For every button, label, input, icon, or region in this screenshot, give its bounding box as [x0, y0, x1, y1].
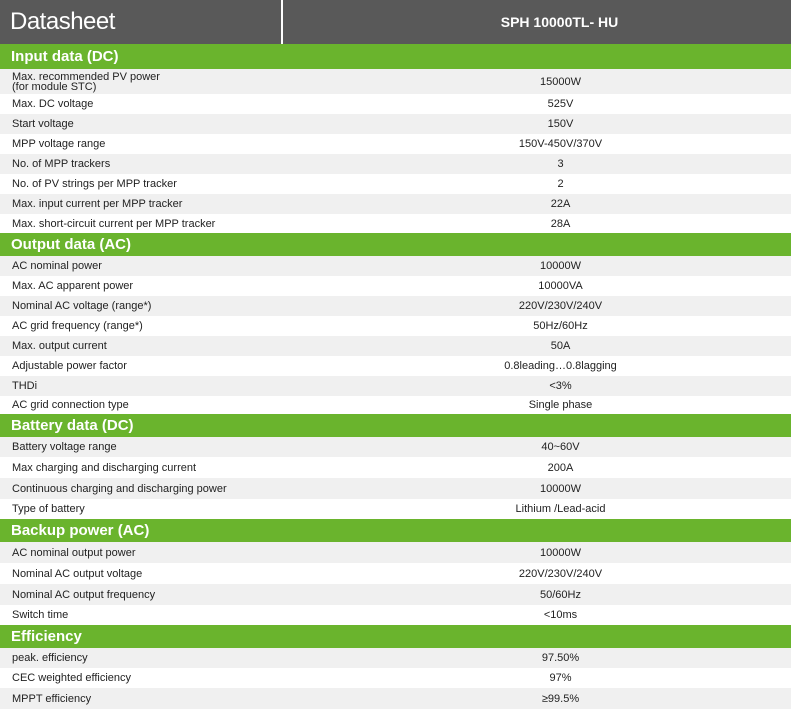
row-label-text: Max. input current per MPP tracker	[12, 198, 183, 210]
row-value: Lithium /Lead-acid	[515, 503, 606, 515]
row-value: <10ms	[543, 609, 578, 621]
row-label-text: Switch time	[12, 609, 69, 621]
row-value: 97%	[549, 672, 572, 684]
row-label-text: Max charging and discharging current	[12, 461, 197, 474]
row-label	[0, 610, 285, 620]
table-row	[0, 134, 791, 154]
row-label	[0, 99, 285, 109]
row-value: 220V/230V/240V	[518, 300, 603, 312]
row-label	[0, 361, 285, 371]
section-heading: Input data (DC)	[0, 44, 791, 69]
row-value: 3	[557, 158, 564, 170]
table-header	[0, 0, 791, 44]
row-label-text: Max. recommended PV power	[12, 70, 160, 83]
row-label	[0, 219, 285, 229]
table-row	[0, 194, 791, 214]
table-row	[0, 688, 791, 709]
table-row	[0, 437, 791, 457]
table-row	[0, 174, 791, 194]
row-label	[0, 261, 285, 271]
row-label-text: Battery voltage range	[12, 441, 117, 453]
table-row	[0, 296, 791, 316]
row-value: 50A	[550, 340, 571, 352]
row-label	[0, 694, 285, 704]
table-row	[0, 563, 791, 584]
row-value: 200A	[547, 461, 574, 474]
row-value: 10000VA	[538, 280, 583, 292]
row-value: 0.8leading…0.8lagging	[504, 360, 617, 372]
row-value: 150V	[547, 118, 574, 130]
row-label-text: Max. short-circuit current per MPP tracker	[12, 217, 216, 230]
row-label-text: Start voltage	[12, 118, 74, 130]
row-label-text: AC nominal output power	[12, 546, 136, 559]
table-row	[0, 114, 791, 134]
table-row	[0, 154, 791, 174]
row-label	[0, 341, 285, 351]
table-row	[0, 542, 791, 563]
row-value: Single phase	[528, 399, 593, 411]
row-label-text: AC grid connection type	[12, 399, 129, 411]
row-value: 150V-450V/370V	[518, 138, 603, 150]
section-heading: Efficiency	[0, 625, 791, 648]
row-label-text: Nominal AC voltage (range*)	[12, 300, 152, 312]
row-label	[0, 504, 285, 514]
row-label-text: THDi	[12, 380, 38, 392]
row-label-text: No. of MPP trackers	[12, 158, 111, 170]
row-label-text: Continuous charging and discharging power	[12, 482, 227, 495]
row-label-text: Nominal AC output frequency	[12, 588, 156, 601]
table-row	[0, 276, 791, 296]
row-label-text: MPP voltage range	[12, 138, 106, 150]
row-label	[0, 119, 285, 129]
table-row	[0, 499, 791, 519]
row-label	[0, 301, 285, 311]
row-label	[0, 569, 285, 579]
row-label-text: No. of PV strings per MPP tracker	[12, 178, 177, 190]
table-row	[0, 376, 791, 396]
row-label	[0, 548, 285, 558]
row-value: 97.50%	[541, 652, 580, 664]
table-row	[0, 668, 791, 688]
row-label-text: Nominal AC output voltage	[12, 567, 143, 580]
row-label	[0, 72, 285, 92]
row-value: 28A	[550, 217, 571, 230]
row-label	[0, 463, 285, 473]
row-label-text: peak. efficiency	[12, 652, 88, 664]
sections-container	[0, 44, 791, 709]
row-value: 525V	[547, 98, 574, 110]
row-value: 220V/230V/240V	[518, 567, 603, 580]
row-label-text: AC grid frequency (range*)	[12, 320, 143, 332]
row-value: ≥99.5%	[541, 692, 580, 705]
section-heading: Output data (AC)	[0, 233, 791, 256]
row-value: 10000W	[540, 260, 581, 272]
table-row	[0, 457, 791, 478]
row-label-subtext: (for module STC)	[12, 80, 97, 93]
row-value: 50/60Hz	[540, 588, 581, 601]
row-value: 10000W	[540, 546, 581, 559]
row-label	[0, 139, 285, 149]
table-row	[0, 396, 791, 414]
table-row	[0, 336, 791, 356]
row-label	[0, 590, 285, 600]
row-label-text: Type of battery	[12, 503, 85, 515]
row-label-text: Max. AC apparent power	[12, 280, 134, 292]
table-row	[0, 256, 791, 276]
row-label-text: MPPT efficiency	[12, 692, 92, 705]
row-label	[0, 673, 285, 683]
page-title: Datasheet	[0, 0, 283, 44]
table-row	[0, 648, 791, 668]
table-row	[0, 584, 791, 605]
row-label	[0, 199, 285, 209]
table-row	[0, 69, 791, 94]
row-label-text: AC nominal power	[12, 260, 102, 272]
row-value: 10000W	[540, 482, 581, 495]
table-row	[0, 214, 791, 233]
table-row	[0, 478, 791, 499]
row-label-text: Adjustable power factor	[12, 360, 127, 372]
section-heading: Backup power (AC)	[0, 519, 791, 542]
row-value: 40~60V	[541, 441, 580, 453]
row-label	[0, 484, 285, 494]
table-row	[0, 316, 791, 336]
row-value: 2	[557, 178, 564, 190]
row-label-text: CEC weighted efficiency	[12, 672, 132, 684]
row-value: 15000W	[540, 75, 581, 88]
row-label	[0, 381, 285, 391]
row-label	[0, 159, 285, 169]
row-label	[0, 179, 285, 189]
row-label-text: Max. DC voltage	[12, 98, 94, 110]
row-value: <3%	[549, 380, 572, 392]
row-label-text: Max. output current	[12, 340, 107, 352]
section-heading: Battery data (DC)	[0, 414, 791, 437]
row-value: 22A	[550, 198, 571, 210]
row-label	[0, 321, 285, 331]
row-label	[0, 281, 285, 291]
row-label	[0, 653, 285, 663]
model-name: SPH 10000TL- HU	[500, 14, 619, 30]
row-label	[0, 442, 285, 452]
row-label	[0, 400, 285, 410]
table-row	[0, 356, 791, 376]
table-row	[0, 94, 791, 114]
table-row	[0, 605, 791, 625]
row-value: 50Hz/60Hz	[533, 320, 588, 332]
